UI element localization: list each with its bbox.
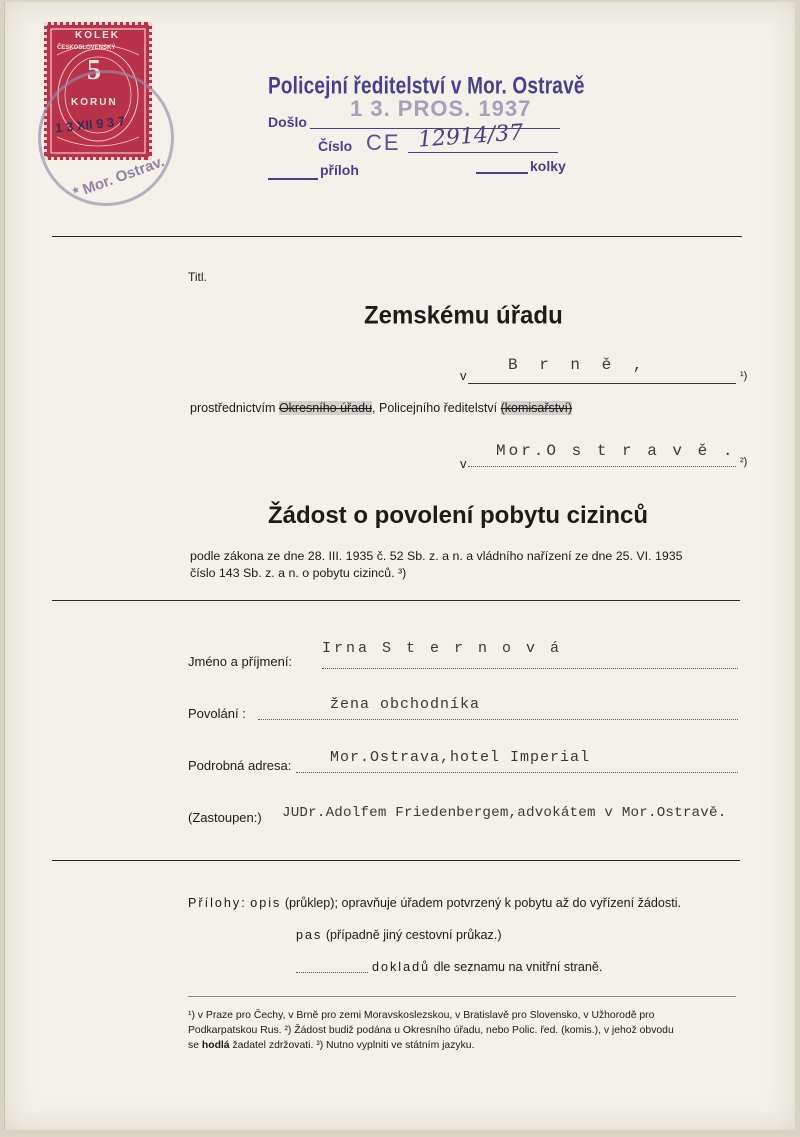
office-postmark [38, 70, 174, 206]
footnote-ref-1: ¹) [740, 370, 748, 382]
intermediary-line [190, 401, 572, 415]
divider-middle [52, 600, 740, 601]
stamp-value: 5 [87, 55, 101, 86]
v-label-2: v [460, 456, 467, 471]
attachment-item-2 [296, 928, 502, 942]
law-reference-line-1: podle zákona ze dne 28. III. 1935 č. 52 Sb. z. a n. a vládního nařízení ze dne 25. VI. 1935 [190, 549, 683, 563]
intermediary-police: , Policejního ředitelství [372, 401, 498, 415]
footnote-line-3 [188, 1040, 474, 1051]
receipt-doslo-date: 1 3. PROS. 1937 [350, 96, 532, 121]
footnote-ref-2: ²) [740, 456, 748, 468]
divider-top [52, 236, 742, 237]
stamp-country: ČESKOSLOVENSKÝ [57, 45, 116, 51]
represented-label: (Zastoupen:) [188, 810, 262, 825]
kolky-line [476, 172, 528, 174]
name-value[interactable]: Irna S t e r n o v á [322, 640, 563, 657]
addressee-heading: Zemskému úřadu [364, 301, 563, 330]
stamp-cancellation-date: 1 3 XII 9 3 7 [54, 113, 126, 136]
occupation-line [258, 719, 738, 720]
receipt-priloh-label: příloh [320, 162, 359, 178]
attachment-3-count-line [296, 972, 368, 973]
priloh-line [268, 178, 318, 180]
divider-lower [52, 860, 740, 861]
attachment-item-3 [372, 960, 602, 974]
attachments-heading: Přílohy: [188, 896, 247, 910]
address-line [296, 772, 738, 773]
titl-label: Titl. [188, 270, 207, 284]
attachment-3-name: dokladů [372, 960, 431, 974]
footnote-3-pre: se [188, 1040, 199, 1051]
document-title: Žádost o povolení pobytu cizinců [268, 502, 649, 529]
attachment-2-desc: (případně jiný cestovní průkaz.) [325, 928, 502, 942]
receipt-doslo-label: Došlo [268, 114, 307, 130]
attachment-2-name: pas [296, 928, 323, 942]
divider-footnotes [188, 996, 736, 997]
cislo-line [408, 152, 558, 153]
city-ostrava: Mor.O s t r a v ě . [496, 442, 736, 460]
intermediary-struck-district: Okresního úřadu [278, 401, 373, 415]
attachment-1-name: opis [250, 896, 282, 910]
attachment-3-desc: dle seznamu na vnitřní straně. [433, 960, 603, 974]
receipt-stamp-office: Policejní ředitelství v Mor. Ostravě [268, 73, 585, 100]
name-line [322, 668, 738, 669]
occupation-value[interactable]: žena obchodníka [330, 696, 481, 713]
city-line-2 [468, 466, 736, 467]
footnote-3-post: žadatel zdržovati. ³) Nutno vyplniti ve státním jazyku. [232, 1040, 475, 1051]
footnote-line-2: Podkarpatskou Rus. ²) Žádost budiž podána u Okresního úřadu, nebo Polic. řed. (komis.), v jehož obvodu [188, 1025, 674, 1036]
address-label: Podrobná adresa: [188, 758, 292, 773]
city-brno: B r n ě , [508, 356, 649, 374]
occupation-label: Povolání : [188, 706, 246, 721]
name-label: Jméno a příjmení: [188, 654, 293, 669]
footnote-line-1: ¹) v Praze pro Čechy, v Brně pro zemi Moravskoslezskou, v Bratislavě pro Slovensko, v Užhorodě pro [188, 1010, 655, 1021]
receipt-cislo-label: Číslo [318, 138, 353, 154]
v-label-1: v [460, 368, 467, 383]
stamp-top-text: KOLEK [75, 30, 120, 41]
intermediary-struck-commissariat: (komisařství) [500, 401, 573, 415]
represented-value[interactable]: JUDr.Adolfem Friedenbergem,advokátem v Mor.Ostravě. [282, 805, 727, 821]
attachment-item-1 [188, 896, 681, 910]
attachment-1-desc: (průklep); opravňuje úřadem potvrzený k pobytu až do vyřízení žádosti. [284, 896, 682, 910]
city-line-1 [468, 383, 736, 384]
stamp-currency: KORUN [71, 97, 118, 108]
law-reference-line-2: číslo 143 Sb. z. a n. o pobytu cizinců. ³) [190, 566, 407, 580]
footnote-3-bold: hodlá [201, 1040, 230, 1051]
address-value[interactable]: Mor.Ostrava,hotel Imperial [330, 749, 591, 766]
postmark-text: * Mor. Ostrav. [70, 153, 167, 202]
receipt-cislo-handwritten: 12914/37 [417, 120, 525, 153]
receipt-cislo-prefix: CE [366, 130, 401, 155]
receipt-kolky-label: kolky [530, 158, 566, 174]
intermediary-prefix: prostřednictvím [190, 401, 276, 415]
